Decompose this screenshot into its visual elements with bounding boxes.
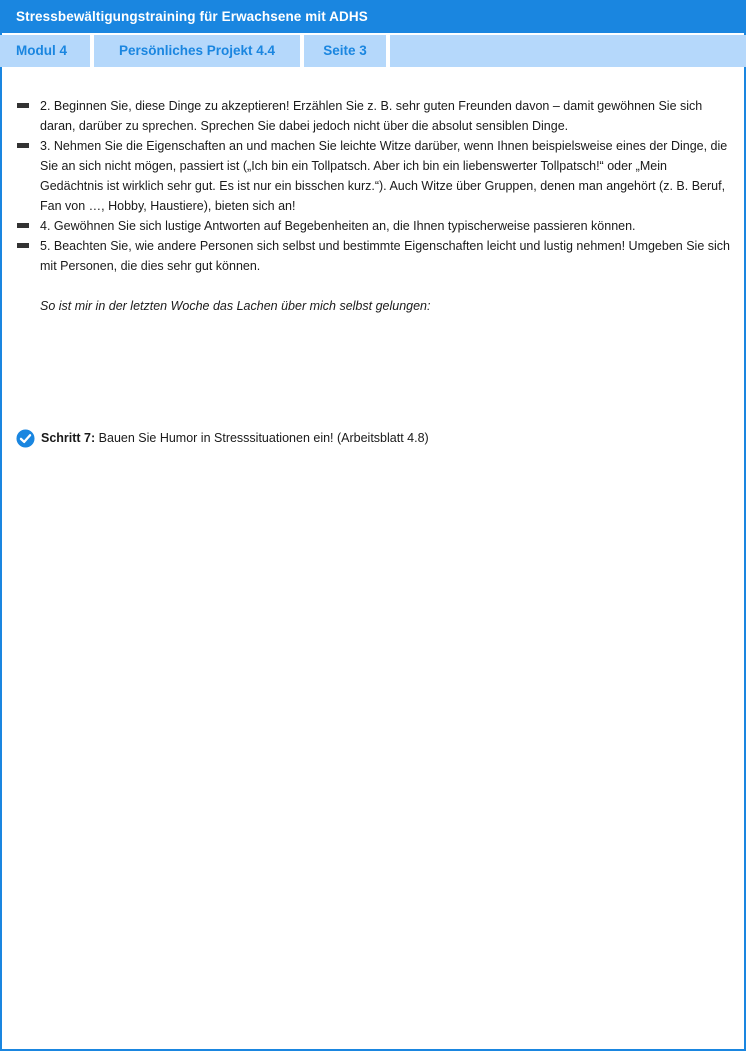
content-area [2, 96, 744, 316]
page-title: Stressbewältigungstraining für Erwachsene mit ADHS [0, 0, 746, 33]
list-item [2, 96, 744, 136]
step-description: Bauen Sie Humor in Stresssituationen ein! (Arbeitsblatt 4.8) [98, 431, 429, 445]
step-label: Schritt 7: [41, 431, 96, 445]
list-item-text: 5. Beachten Sie, wie andere Personen sich selbst und bestimmte Eigenschaften leicht und lustig nehmen! Umgeben Sie sich mit Personen, die dies sehr gut können. [40, 239, 730, 273]
step-text-wrapper [41, 428, 429, 448]
tab-spacer [390, 35, 746, 67]
list-item-text: 2. Beginnen Sie, diese Dinge zu akzeptieren! Erzählen Sie z. B. sehr guten Freunden davon – damit gewöhnen Sie sich daran, darüber zu sprechen. Sprechen Sie dabei jedoch nicht über die absolut sensiblen Dinge. [40, 99, 703, 133]
list-item-text: 4. Gewöhnen Sie sich lustige Antworten auf Begebenheiten an, die Ihnen typischerweise passieren können. [40, 219, 636, 233]
dash-bullet-icon [17, 223, 29, 228]
tab-seite: Seite 3 [304, 35, 386, 67]
list-item-text: 3. Nehmen Sie die Eigenschaften an und machen Sie leichte Witze darüber, wenn Ihnen beispielsweise eines der Dinge, die Sie an sich nicht mögen, passiert ist („Ich bin ein Tollpatsch. Aber ich bin ein liebenswerter Tollpatsch!“ oder „Mein Gedächtnis ist wirklich sehr gut. Es ist nur ein bisschen kurz.“). Auch Witze über Gruppen, denen man angehört (z. B. Beruf, Fan von …, Hobby, Haustiere), bieten sich an! [40, 139, 728, 213]
list-item [2, 216, 744, 236]
tab-projekt: Persönliches Projekt 4.4 [94, 35, 300, 67]
dash-bullet-icon [17, 243, 29, 248]
list-item [2, 136, 744, 216]
reflection-prompt: So ist mir in der letzten Woche das Lachen über mich selbst gelungen: [40, 299, 431, 313]
tab-row [0, 35, 746, 67]
tab-modul: Modul 4 [0, 35, 90, 67]
checkmark-circle-icon [16, 429, 35, 448]
dash-bullet-icon [17, 143, 29, 148]
list-item [2, 236, 744, 276]
dash-bullet-icon [17, 103, 29, 108]
